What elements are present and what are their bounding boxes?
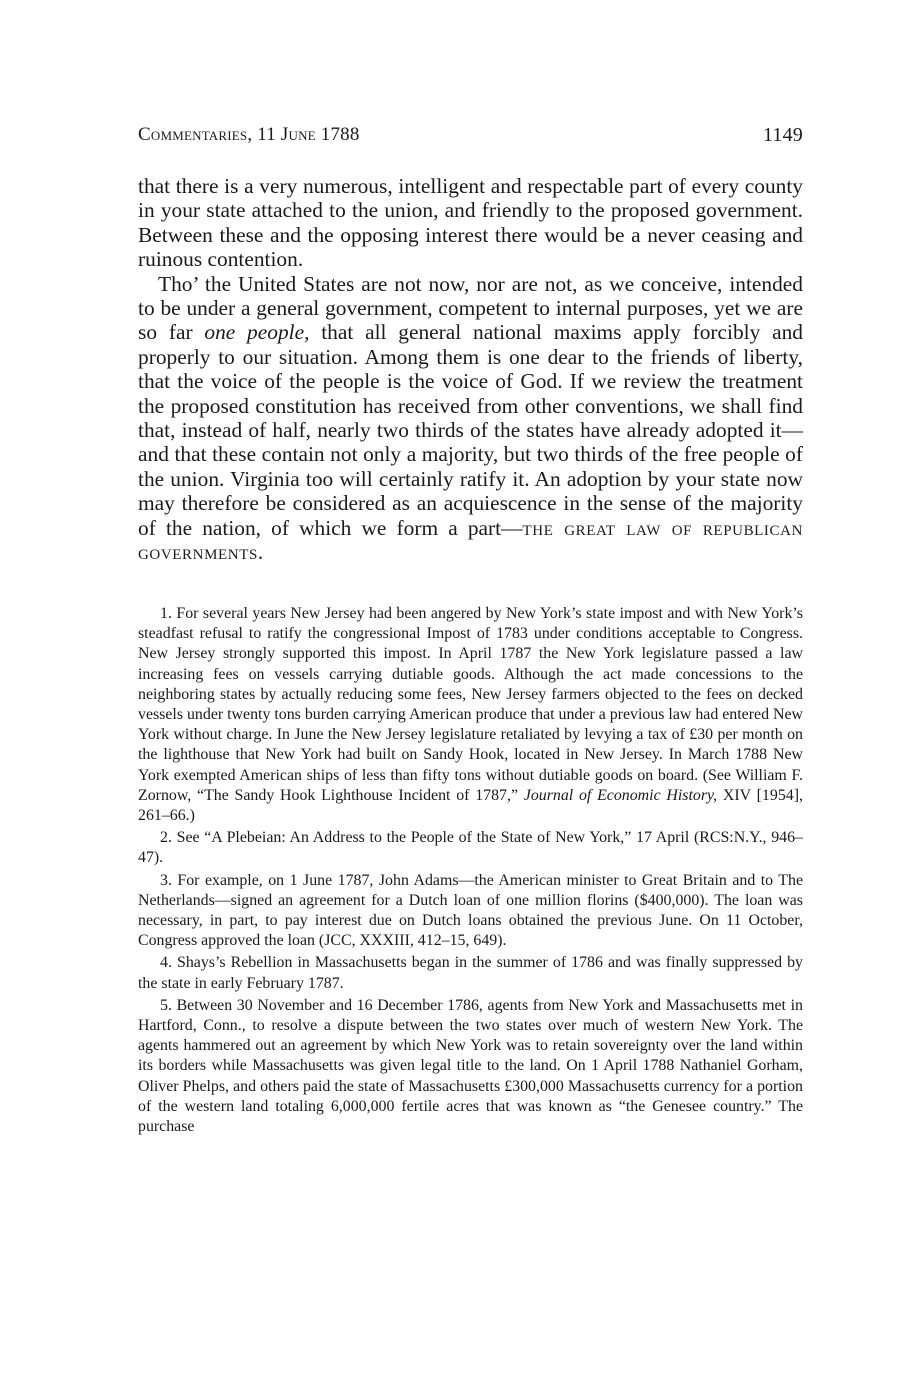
page-number: 1149: [762, 124, 803, 146]
running-head: [138, 124, 803, 146]
footnote-1: [138, 604, 803, 826]
closing-maxim: the great law of republican governments.: [138, 515, 803, 565]
paragraph-2: [138, 272, 803, 565]
paragraph-2-part-a: Tho’ the United States are not now, nor are not, as we conceive, intended to be under a general government, competent to internal purposes, yet we are so far: [138, 271, 803, 345]
footnote-2: 2. See “A Plebeian: An Address to the People of the State of New York,” 17 April (RCS:N.Y., 946–47).: [138, 829, 803, 867]
footnote-4: 4. Shays’s Rebellion in Massachusetts began in the summer of 1786 and was finally suppressed by the state in early February 1787.: [138, 954, 803, 992]
footnote-1-journal-title: Journal of Economic History,: [523, 786, 718, 804]
footnote-1-part-b: XIV [1954], 261–66.): [138, 786, 803, 825]
footnote-3: 3. For example, on 1 June 1787, John Adams—the American minister to Great Britain and to The Netherlands—signed an agreement for a Dutch loan of one million florins ($400,000). The loan was necessary, in part, to pay interest due on Dutch loans obtained the previous June. On 11 October, Congress approved the loan (JCC, XXXIII, 412–15, 649).: [138, 871, 803, 950]
footnote-5: 5. Between 30 November and 16 December 1786, agents from New York and Massachusetts met in Hartford, Conn., to resolve a dispute between the two states over much of western New York. The agents hammered out an agreement by which New York was to retain sovereignty over the land within its borders while Massachusetts was given legal title to the land. On 1 April 1788 Nathaniel Gorham, Oliver Phelps, and others paid the state of Massachusetts £300,000 Massachusetts currency for a portion of the western land totaling 6,000,000 fertile acres that was known as “the Genesee country.” The purchase: [138, 996, 803, 1136]
paragraph-1: that there is a very numerous, intelligent and respectable part of every county in your state attached to the union, and friendly to the proposed government. Between these and the opposing interest there would be a never ceasing and ruinous contention.: [138, 174, 803, 272]
main-text: [138, 174, 803, 565]
footnotes: [138, 604, 803, 1137]
paragraph-2-part-b: that all general national maxims apply forcibly and properly to our situation. Among them is one dear to the friends of liberty, that the voice of the people is the voice of God. If we review the treatment the proposed constitution has received from other conventions, we shall find that, instead of half, nearly two thirds of the states have already adopted it—and that these contain not only a majority, but two thirds of the free people of the union. Virginia too will certainly ratify it. An adoption by your state now may therefore be considered as an acquiescence in the sense of the majority of the nation, of which we form a part—: [138, 320, 803, 540]
footnote-1-part-a: 1. For several years New Jersey had been angered by New York’s state impost and with New York’s steadfast refusal to ratify the congressional Impost of 1783 under conditions acceptable to Congress. New Jersey strongly supported this impost. In April 1787 the New York legislature passed a law increasing fees on vessels carrying dutiable goods. Although the act made concessions to the neighboring states by actually reducing some fees, New Jersey farmers objected to the fees on decked vessels under twenty tons burden carrying American produce that under a previous law had entered New York without charge. In June the New Jersey legislature retaliated by levying a tax of £30 per month on the lighthouse that New York had built on Sandy Hook, located in New Jersey. In March 1788 New York exempted American ships of less than fifty tons without dutiable goods on board. (See William F. Zornow, “The Sandy Hook Lighthouse Incident of 1787,”: [138, 605, 803, 804]
emphasis-one-people: one people,: [204, 320, 310, 345]
running-title: Commentaries, 11 June 1788: [138, 124, 360, 145]
